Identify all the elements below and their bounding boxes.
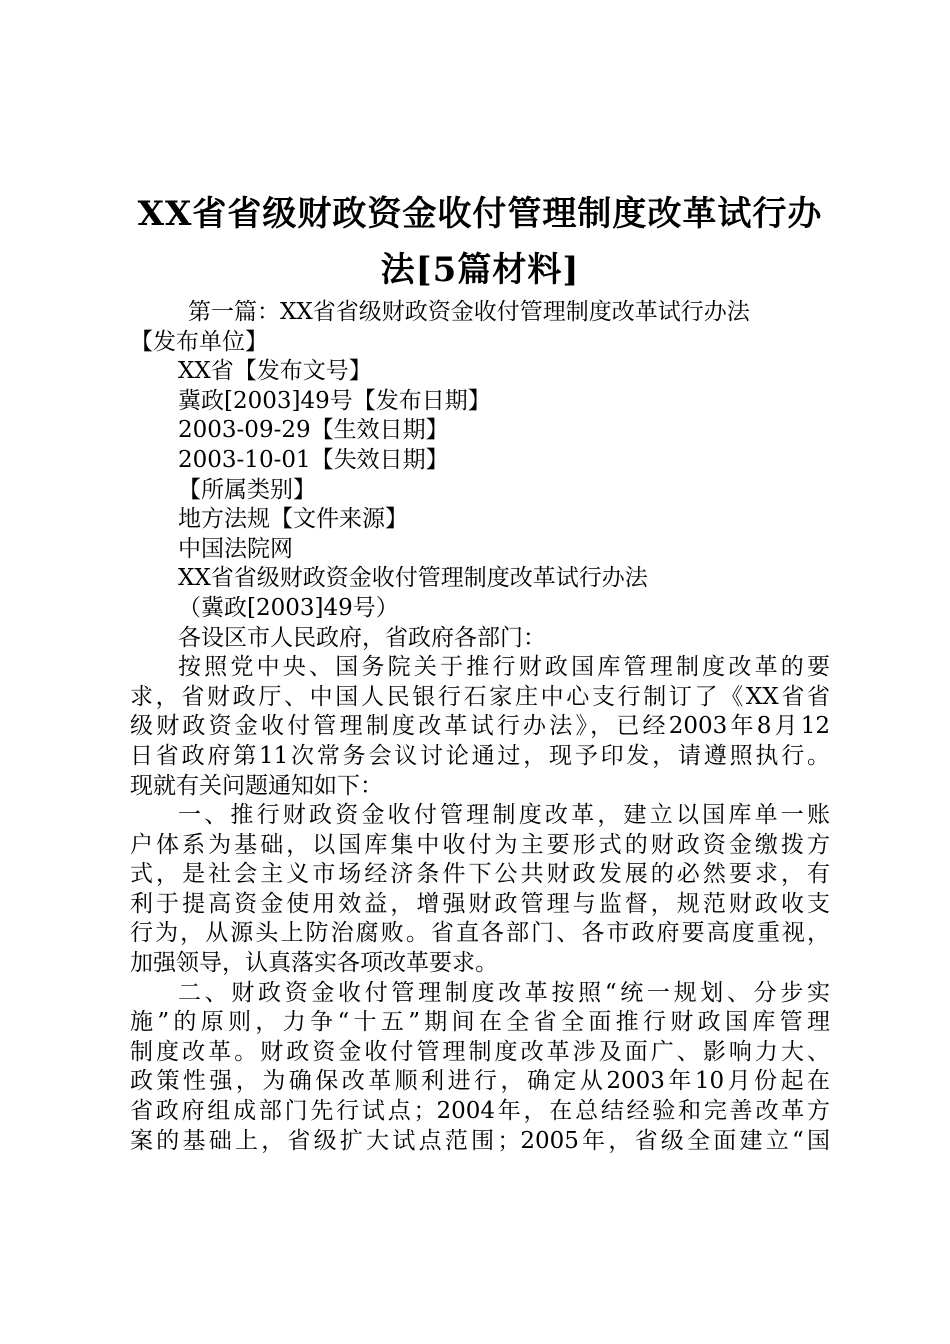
metadata-line: 【所属类别】 (178, 476, 316, 503)
document-title (130, 186, 830, 298)
metadata-line: 中国法院网 (178, 535, 293, 562)
document-name-line: XX省省级财政资金收付管理制度改革试行办法 (178, 565, 648, 592)
metadata-line: 【发布单位】 (130, 328, 268, 355)
paragraph-line: 政策性强，为确保改革顺利进行，确定从2003年10月份起在 (130, 1068, 830, 1095)
metadata-line: 冀政[2003]49号【发布日期】 (178, 387, 491, 414)
title-line-1: XX省省级财政资金收付管理制度改革试行办 (137, 194, 823, 234)
paragraph-line: 利于提高资金使用效益，增强财政管理与监督，规范财政收支 (130, 890, 830, 917)
section-heading: 第一篇：XX省省级财政资金收付管理制度改革试行办法 (188, 299, 750, 325)
paragraph-line: 一、推行财政资金收付管理制度改革，建立以国库单一账 (178, 802, 830, 829)
paragraph-line: 户体系为基础，以国库集中收付为主要形式的财政资金缴拨方 (130, 831, 830, 858)
document-number-line: （冀政[2003]49号） (178, 594, 399, 621)
metadata-line: 地方法规【文件来源】 (178, 506, 408, 533)
paragraph-line: 行为，从源头上防治腐败。省直各部门、各市政府要高度重视， (130, 920, 830, 947)
paragraph-line: 施”的原则，力争“十五”期间在全省全面推行财政国库管理 (130, 1009, 830, 1036)
title-line-2: 法[5篇材料] (380, 250, 580, 290)
paragraph-line: 现就有关问题通知如下： (130, 772, 383, 799)
metadata-line: 2003-09-29【生效日期】 (178, 417, 449, 444)
paragraph-line: 案的基础上，省级扩大试点范围；2005年，省级全面建立“国 (130, 1127, 830, 1154)
paragraph-line: 日省政府第11次常务会议讨论通过，现予印发，请遵照执行。 (130, 742, 830, 769)
paragraph-line: 求，省财政厅、中国人民银行石家庄中心支行制订了《XX省省 (130, 683, 830, 710)
paragraph-line: 按照党中央、国务院关于推行财政国库管理制度改革的要 (178, 654, 830, 681)
document-page (130, 186, 830, 1156)
paragraph-line: 式，是社会主义市场经济条件下公共财政发展的必然要求，有 (130, 861, 830, 888)
paragraph-line: 加强领导，认真落实各项改革要求。 (130, 950, 498, 977)
paragraph-line: 二、财政资金收付管理制度改革按照“统一规划、分步实 (178, 979, 830, 1006)
metadata-line: XX省【发布文号】 (178, 358, 372, 385)
salutation-line: 各设区市人民政府，省政府各部门： (178, 624, 546, 651)
document-body (130, 298, 830, 1156)
paragraph-line: 省政府组成部门先行试点；2004年，在总结经验和完善改革方 (130, 1098, 830, 1125)
paragraph-line: 制度改革。财政资金收付管理制度改革涉及面广、影响力大、 (130, 1038, 830, 1065)
paragraph-line: 级财政资金收付管理制度改革试行办法》，已经2003年8月12 (130, 713, 830, 740)
metadata-line: 2003-10-01【失效日期】 (178, 446, 449, 473)
